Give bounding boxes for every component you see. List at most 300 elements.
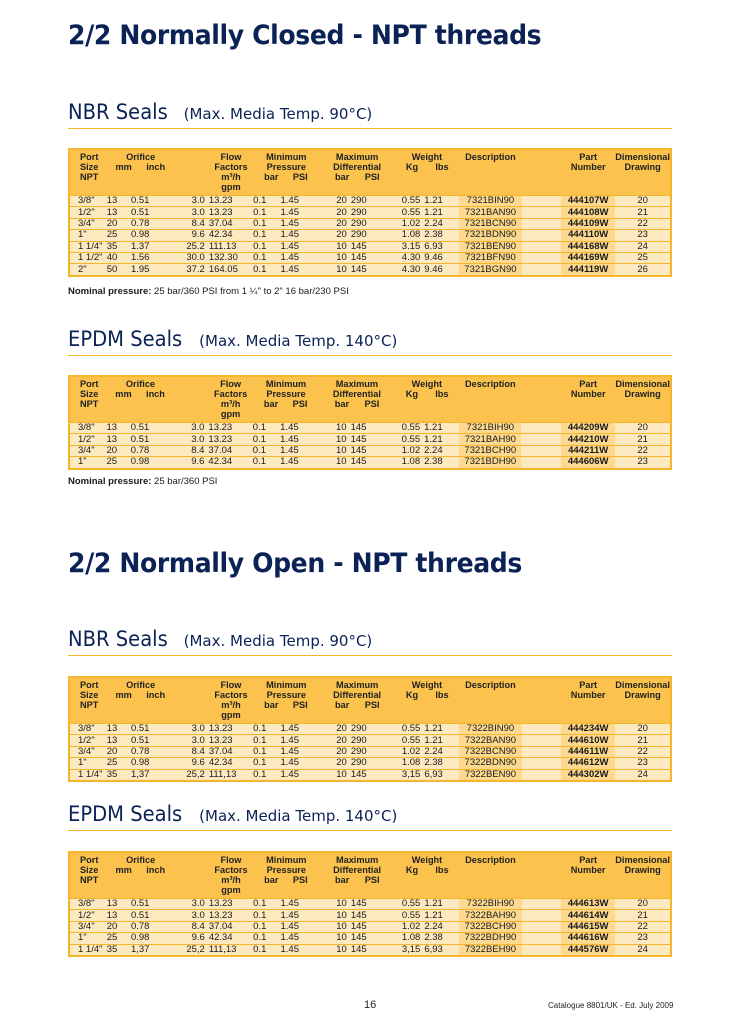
part-number: 444210W [561, 434, 615, 445]
min-bar: 0.1 [253, 746, 280, 757]
part-number: 444109W [561, 218, 615, 229]
max-bar: 10 [319, 423, 350, 434]
part-number: 444234W [561, 724, 615, 735]
weight-lbs: 2.24 [424, 218, 459, 229]
min-psi: 1.45 [280, 218, 319, 229]
port-size: 1 1/4" [69, 769, 107, 781]
flow-m3h: 3.0 [175, 899, 209, 910]
header-orifice: Orifice mm inch [107, 852, 175, 899]
flow-m3h: 3.0 [175, 207, 209, 218]
port-size: 2" [69, 264, 107, 276]
flow-m3h: 8.4 [175, 218, 209, 229]
seal-temp: (Max. Media Temp. 90°C) [183, 105, 373, 123]
orifice-mm: 13 [107, 434, 131, 445]
min-bar: 0.1 [253, 241, 280, 252]
spacer [522, 944, 562, 956]
max-bar: 20 [320, 735, 351, 746]
flow-gpm: 111,13 [209, 944, 253, 956]
header-description: Description [459, 149, 521, 196]
min-bar: 0.1 [253, 921, 280, 932]
spacer [521, 457, 561, 469]
flow-m3h: 30.0 [175, 252, 209, 263]
flow-m3h: 9.6 [175, 933, 209, 944]
min-psi: 1.45 [280, 724, 319, 735]
orifice-inch: 0.98 [131, 457, 175, 469]
flow-gpm: 42.34 [209, 230, 253, 241]
orifice-inch: 0.51 [131, 423, 175, 434]
min-psi: 1.45 [280, 769, 319, 781]
weight-kg: 1.02 [395, 218, 425, 229]
orifice-inch: 0.51 [131, 910, 175, 921]
flow-m3h: 37.2 [175, 264, 209, 276]
weight-lbs: 1.21 [424, 724, 459, 735]
min-bar: 0.1 [253, 264, 280, 276]
orifice-inch: 0.51 [131, 196, 175, 207]
max-bar: 20 [320, 758, 351, 769]
orifice-inch: 1,37 [131, 769, 175, 781]
part-number: 444611W [561, 746, 615, 757]
weight-kg: 1.08 [395, 758, 425, 769]
spacer [521, 423, 561, 434]
header-weight: Weight Kg lbs [395, 852, 460, 899]
flow-m3h: 9.6 [174, 457, 208, 469]
weight-lbs: 6,93 [424, 769, 459, 781]
port-size: 1 1/4" [69, 944, 107, 956]
spacer [522, 921, 562, 932]
part-number: 444612W [561, 758, 615, 769]
part-number: 444107W [561, 196, 615, 207]
orifice-mm: 25 [107, 457, 131, 469]
spec-table [68, 676, 672, 782]
port-size: 3/8" [69, 899, 107, 910]
table-row [69, 434, 671, 445]
seal-name: EPDM Seals [68, 327, 183, 351]
nominal-pressure-note [68, 286, 349, 297]
weight-kg: 1.02 [395, 445, 425, 456]
part-number: 444119W [561, 264, 615, 276]
flow-gpm: 37.04 [209, 218, 253, 229]
orifice-mm: 13 [107, 899, 131, 910]
min-bar: 0.1 [253, 769, 280, 781]
header-port: Port Size NPT [69, 852, 107, 899]
max-psi: 145 [351, 434, 395, 445]
spec-table [68, 375, 672, 470]
drawing-number: 20 [615, 899, 671, 910]
section-title: 2/2 Normally Open - NPT threads [68, 548, 522, 579]
header-port: Port Size NPT [69, 677, 107, 724]
port-size: 3/4" [69, 746, 107, 757]
table-row [69, 218, 671, 229]
orifice-inch: 0.51 [131, 735, 175, 746]
weight-lbs: 2.24 [424, 445, 459, 456]
orifice-inch: 1.56 [131, 252, 175, 263]
flow-m3h: 8.4 [174, 445, 208, 456]
max-bar: 10 [320, 944, 351, 956]
nominal-pressure-note [68, 476, 217, 487]
header-row [69, 376, 671, 423]
min-psi: 1.45 [280, 921, 319, 932]
max-bar: 10 [320, 899, 351, 910]
header-weight: Weight Kg lbs [395, 677, 460, 724]
port-size: 1" [69, 457, 107, 469]
orifice-mm: 20 [107, 218, 131, 229]
orifice-mm: 13 [107, 724, 131, 735]
drawing-number: 23 [615, 457, 671, 469]
drawing-number: 23 [615, 758, 671, 769]
orifice-inch: 1.95 [131, 264, 175, 276]
port-size: 3/8" [69, 423, 107, 434]
table-row [69, 899, 671, 910]
min-bar: 0.1 [253, 445, 280, 456]
weight-lbs: 2.24 [424, 921, 459, 932]
description: 7321BIN90 [459, 196, 521, 207]
orifice-inch: 0.78 [131, 746, 175, 757]
table-row [69, 230, 671, 241]
flow-m3h: 8.4 [175, 921, 209, 932]
description: 7321BAN90 [459, 207, 521, 218]
weight-kg: 0.55 [395, 434, 425, 445]
flow-gpm: 13.23 [209, 196, 253, 207]
spacer [522, 252, 562, 263]
header-drawing: Dimensional Drawing [615, 376, 671, 423]
max-psi: 145 [351, 241, 395, 252]
max-psi: 290 [351, 746, 395, 757]
weight-kg: 0.55 [395, 423, 425, 434]
max-psi: 145 [351, 457, 395, 469]
orifice-inch: 0.98 [131, 230, 175, 241]
orifice-mm: 20 [107, 746, 131, 757]
weight-kg: 4.30 [395, 264, 425, 276]
part-number: 444168W [561, 241, 615, 252]
max-psi: 145 [351, 264, 395, 276]
max-bar: 10 [320, 252, 351, 263]
drawing-number: 22 [615, 921, 671, 932]
drawing-number: 21 [615, 434, 671, 445]
header-spacer [522, 852, 562, 899]
weight-kg: 0.55 [395, 207, 425, 218]
weight-lbs: 2.38 [424, 933, 459, 944]
min-bar: 0.1 [253, 457, 280, 469]
weight-lbs: 2.38 [424, 457, 459, 469]
orifice-inch: 0.51 [131, 724, 175, 735]
flow-gpm: 13.23 [209, 910, 253, 921]
flow-gpm: 13.23 [209, 207, 253, 218]
flow-m3h: 3.0 [174, 423, 208, 434]
orifice-inch: 0.51 [131, 899, 175, 910]
header-min-pressure: Minimum Pressure bar PSI [253, 852, 319, 899]
note-text: 25 bar/360 PSI from 1 ¼" to 2" 16 bar/230 PSI [151, 286, 349, 297]
drawing-number: 24 [615, 944, 671, 956]
description: 7322BAN90 [459, 735, 521, 746]
description: 7321BGN90 [459, 264, 521, 276]
weight-kg: 1.08 [395, 933, 425, 944]
orifice-inch: 0.98 [131, 933, 175, 944]
flow-gpm: 111.13 [209, 241, 253, 252]
header-min-pressure: Minimum Pressure bar PSI [253, 376, 319, 423]
description: 7321BFN90 [459, 252, 521, 263]
table-row [69, 423, 671, 434]
header-weight: Weight Kg lbs [395, 376, 460, 423]
header-min-pressure: Minimum Pressure bar PSI [253, 149, 319, 196]
description: 7321BCH90 [459, 445, 521, 456]
weight-kg: 1.08 [395, 230, 425, 241]
weight-kg: 0.55 [395, 735, 425, 746]
weight-kg: 4.30 [395, 252, 425, 263]
orifice-mm: 25 [107, 230, 131, 241]
seal-subtitle [68, 799, 672, 831]
header-orifice: Orifice mm inch [107, 376, 175, 423]
table-row [69, 746, 671, 757]
description: 7321BIH90 [459, 423, 521, 434]
weight-lbs: 2.38 [424, 758, 459, 769]
port-size: 3/8" [69, 724, 107, 735]
max-psi: 290 [351, 735, 395, 746]
header-max-differential: Maximum Differential bar PSI [320, 149, 395, 196]
seal-temp: (Max. Media Temp. 140°C) [199, 807, 398, 825]
flow-m3h: 25,2 [175, 944, 209, 956]
max-psi: 145 [351, 423, 395, 434]
weight-lbs: 9.46 [424, 264, 459, 276]
table-row [69, 769, 671, 781]
part-number: 444615W [561, 921, 615, 932]
flow-gpm: 164.05 [209, 264, 253, 276]
weight-lbs: 2.24 [424, 746, 459, 757]
spacer [522, 933, 562, 944]
header-min-pressure: Minimum Pressure bar PSI [253, 677, 319, 724]
flow-m3h: 9.6 [175, 230, 209, 241]
orifice-inch: 1,37 [131, 944, 175, 956]
drawing-number: 21 [615, 207, 671, 218]
max-psi: 145 [351, 445, 395, 456]
part-number: 444606W [561, 457, 615, 469]
port-size: 1/2" [69, 735, 107, 746]
weight-kg: 3.15 [395, 241, 425, 252]
min-psi: 1.45 [280, 457, 319, 469]
seal-name: NBR Seals [68, 100, 168, 124]
header-max-differential: Maximum Differential bar PSI [320, 677, 395, 724]
port-size: 3/8" [69, 196, 107, 207]
port-size: 1" [69, 933, 107, 944]
max-bar: 10 [320, 921, 351, 932]
max-psi: 145 [351, 910, 395, 921]
max-bar: 10 [319, 457, 350, 469]
max-bar: 10 [319, 434, 350, 445]
min-psi: 1.45 [280, 230, 319, 241]
part-number: 444576W [561, 944, 615, 956]
header-description: Description [459, 376, 521, 423]
flow-m3h: 25,2 [175, 769, 209, 781]
weight-lbs: 1.21 [424, 735, 459, 746]
header-orifice: Orifice mm inch [107, 149, 175, 196]
spacer [521, 434, 561, 445]
header-flow: Flow Factors m³/hgpm [208, 376, 252, 423]
header-spacer [522, 677, 562, 724]
orifice-mm: 13 [107, 735, 131, 746]
table-row [69, 196, 671, 207]
table-row [69, 724, 671, 735]
drawing-number: 21 [615, 910, 671, 921]
max-psi: 145 [351, 899, 395, 910]
drawing-number: 25 [615, 252, 671, 263]
table-row [69, 933, 671, 944]
header-part-number: Part Number [561, 149, 615, 196]
drawing-number: 22 [615, 445, 671, 456]
header-spacer [522, 149, 562, 196]
header-drawing: Dimensional Drawing [615, 677, 671, 724]
drawing-number: 22 [615, 218, 671, 229]
max-bar: 10 [320, 910, 351, 921]
part-number: 444209W [561, 423, 615, 434]
port-size: 1/2" [69, 910, 107, 921]
max-bar: 10 [320, 933, 351, 944]
weight-lbs: 1.21 [424, 434, 459, 445]
port-size: 3/4" [69, 921, 107, 932]
orifice-inch: 0.51 [131, 434, 175, 445]
min-psi: 1.45 [280, 445, 319, 456]
port-size: 1" [69, 230, 107, 241]
min-psi: 1.45 [280, 899, 319, 910]
table-row [69, 921, 671, 932]
min-psi: 1.45 [280, 252, 319, 263]
port-size: 1" [69, 758, 107, 769]
description: 7322BIN90 [459, 724, 521, 735]
min-psi: 1.45 [280, 944, 319, 956]
orifice-inch: 1.37 [131, 241, 175, 252]
max-psi: 290 [351, 207, 395, 218]
orifice-inch: 0.51 [131, 207, 175, 218]
spacer [522, 230, 562, 241]
weight-kg: 0.55 [395, 196, 425, 207]
description: 7322BIH90 [459, 899, 521, 910]
max-bar: 20 [320, 207, 351, 218]
header-description: Description [459, 852, 521, 899]
flow-gpm: 37.04 [209, 921, 253, 932]
seal-subtitle [68, 324, 672, 356]
flow-m3h: 25.2 [175, 241, 209, 252]
orifice-mm: 13 [107, 196, 131, 207]
orifice-mm: 35 [107, 241, 131, 252]
min-bar: 0.1 [253, 910, 280, 921]
flow-m3h: 3.0 [175, 735, 209, 746]
flow-m3h: 3.0 [175, 724, 209, 735]
description: 7321BCN90 [459, 218, 521, 229]
description: 7322BEH90 [459, 944, 521, 956]
flow-gpm: 37.04 [209, 746, 253, 757]
max-bar: 20 [320, 724, 351, 735]
seal-temp: (Max. Media Temp. 90°C) [183, 632, 373, 650]
drawing-number: 20 [615, 196, 671, 207]
flow-m3h: 3.0 [175, 196, 209, 207]
part-number: 444613W [561, 899, 615, 910]
header-part-number: Part Number [561, 677, 615, 724]
spacer [522, 196, 562, 207]
max-psi: 290 [351, 230, 395, 241]
max-psi: 145 [351, 769, 395, 781]
header-description: Description [459, 677, 521, 724]
header-part-number: Part Number [561, 852, 615, 899]
description: 7322BCN90 [459, 746, 521, 757]
flow-m3h: 9.6 [175, 758, 209, 769]
header-row [69, 149, 671, 196]
max-psi: 145 [351, 252, 395, 263]
flow-gpm: 42.34 [209, 758, 253, 769]
spacer [522, 746, 562, 757]
spacer [522, 264, 562, 276]
max-bar: 10 [320, 769, 351, 781]
header-port: Port Size NPT [69, 149, 107, 196]
description: 7322BDN90 [459, 758, 521, 769]
drawing-number: 24 [615, 241, 671, 252]
flow-gpm: 42.34 [208, 457, 252, 469]
spacer [522, 735, 562, 746]
weight-lbs: 1.21 [424, 423, 459, 434]
max-psi: 290 [351, 724, 395, 735]
part-number: 444108W [561, 207, 615, 218]
max-bar: 20 [320, 196, 351, 207]
max-psi: 290 [351, 196, 395, 207]
header-max-differential: Maximum Differential bar PSI [319, 376, 394, 423]
note-text: 25 bar/360 PSI [151, 476, 218, 487]
drawing-number: 23 [615, 230, 671, 241]
header-flow: Flow Factors m³/hgpm [209, 852, 253, 899]
header-spacer [175, 149, 209, 196]
section-title: 2/2 Normally Closed - NPT threads [68, 20, 542, 51]
seal-subtitle [68, 97, 672, 129]
header-weight: Weight Kg lbs [395, 149, 460, 196]
spacer [522, 207, 562, 218]
spacer [522, 899, 562, 910]
min-bar: 0.1 [253, 735, 280, 746]
port-size: 1 1/4" [69, 241, 107, 252]
description: 7321BDN90 [459, 230, 521, 241]
min-bar: 0.1 [253, 423, 280, 434]
min-bar: 0.1 [253, 218, 280, 229]
flow-gpm: 13.23 [208, 434, 252, 445]
header-part-number: Part Number [561, 376, 615, 423]
flow-gpm: 13.23 [208, 423, 252, 434]
weight-lbs: 1.21 [424, 899, 459, 910]
min-psi: 1.45 [280, 758, 319, 769]
orifice-mm: 35 [107, 769, 131, 781]
header-spacer [521, 376, 561, 423]
max-bar: 10 [320, 264, 351, 276]
table-row [69, 944, 671, 956]
table-row [69, 758, 671, 769]
min-psi: 1.45 [280, 434, 319, 445]
flow-m3h: 3.0 [174, 434, 208, 445]
orifice-mm: 50 [107, 264, 131, 276]
part-number: 444302W [561, 769, 615, 781]
header-row [69, 852, 671, 899]
drawing-number: 26 [615, 264, 671, 276]
flow-gpm: 37.04 [208, 445, 252, 456]
max-psi: 145 [351, 921, 395, 932]
port-size: 3/4" [69, 218, 107, 229]
flow-gpm: 132.30 [209, 252, 253, 263]
flow-m3h: 8.4 [175, 746, 209, 757]
orifice-mm: 20 [107, 921, 131, 932]
header-row [69, 677, 671, 724]
drawing-number: 21 [615, 735, 671, 746]
orifice-mm: 13 [107, 423, 131, 434]
port-size: 3/4" [69, 445, 107, 456]
min-psi: 1.45 [280, 264, 319, 276]
header-flow: Flow Factors m³/hgpm [209, 149, 253, 196]
orifice-inch: 0.78 [131, 218, 175, 229]
orifice-inch: 0.78 [131, 445, 175, 456]
part-number: 444211W [561, 445, 615, 456]
weight-kg: 0.55 [395, 724, 425, 735]
